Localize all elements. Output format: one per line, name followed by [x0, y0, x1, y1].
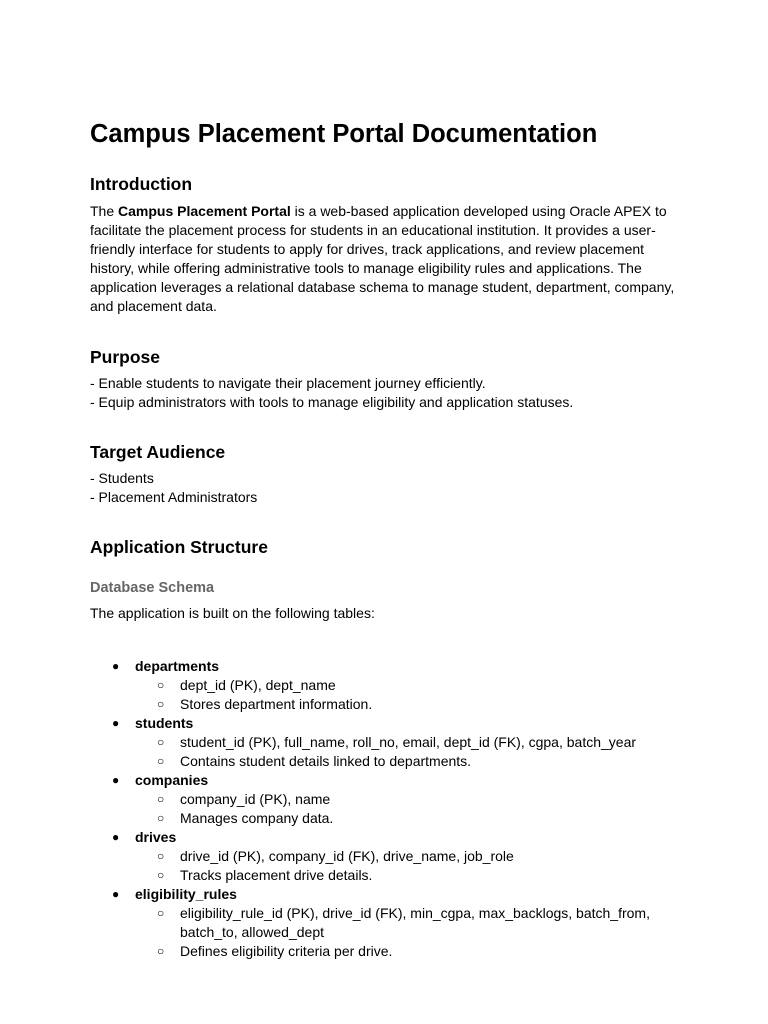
table-description: [135, 695, 678, 714]
bullet-icon: ●: [112, 773, 120, 787]
table-description: [135, 942, 678, 961]
table-list: [90, 657, 678, 961]
circle-bullet-icon: ○: [157, 906, 165, 920]
table-name: departments: [135, 658, 220, 674]
intro-text-bold: Campus Placement Portal: [118, 203, 291, 219]
table-columns-text: company_id (PK), name: [180, 791, 331, 807]
list-item: [90, 771, 678, 828]
circle-bullet-icon: ○: [157, 697, 165, 711]
bullet-icon: ●: [112, 716, 120, 730]
list-item: [90, 657, 678, 714]
list-item: [90, 828, 678, 885]
schema-heading: Database Schema: [90, 580, 215, 596]
introduction-heading: Introduction: [90, 174, 193, 194]
audience-item: - Placement Administrators: [90, 489, 258, 505]
purpose-heading: Purpose: [90, 347, 161, 367]
table-name: drives: [135, 829, 177, 845]
circle-bullet-icon: ○: [157, 811, 165, 825]
table-columns: [135, 676, 678, 695]
table-name: eligibility_rules: [135, 886, 237, 902]
audience-list: [90, 469, 678, 507]
table-columns: [135, 733, 678, 752]
audience-heading: Target Audience: [90, 442, 226, 462]
table-columns-text: student_id (PK), full_name, roll_no, email, dept_id (FK), cgpa, batch_year: [180, 734, 637, 750]
table-details: [135, 847, 678, 885]
table-details: [135, 676, 678, 714]
table-description-text: Contains student details linked to departments.: [180, 753, 472, 769]
table-columns-text: drive_id (PK), company_id (FK), drive_name, job_role: [180, 848, 514, 864]
table-description: [135, 752, 678, 771]
table-columns-text: dept_id (PK), dept_name: [180, 677, 336, 693]
document-title: Campus Placement Portal Documentation: [90, 120, 598, 148]
circle-bullet-icon: ○: [157, 868, 165, 882]
table-details: [135, 904, 678, 961]
intro-text-after: is a web-based application developed using Oracle APEX to facilitate the placement process for students in an educational institution. It provides a user-friendly interface for students to apply for drives, track applications, and review placement history, while offering administrative tools to manage eligibility rules and applications. The application leverages a relational database schema to manage student, department, company, and placement data.: [90, 203, 675, 314]
table-name: companies: [135, 772, 209, 788]
table-description: [135, 866, 678, 885]
purpose-list: [90, 374, 678, 412]
circle-bullet-icon: ○: [157, 944, 165, 958]
table-columns-text: eligibility_rule_id (PK), drive_id (FK), min_cgpa, max_backlogs, batch_from, batch_to, allowed_dept: [180, 905, 650, 940]
list-item: [90, 714, 678, 771]
intro-text-before: The: [90, 203, 119, 219]
audience-item: - Students: [90, 470, 154, 486]
bullet-icon: ●: [112, 887, 120, 901]
table-columns: [135, 847, 678, 866]
bullet-icon: ●: [112, 830, 120, 844]
circle-bullet-icon: ○: [157, 678, 165, 692]
structure-heading: Application Structure: [90, 537, 268, 557]
introduction-paragraph: [90, 202, 675, 316]
list-item: [90, 885, 678, 961]
table-name: students: [135, 715, 194, 731]
table-details: [135, 733, 678, 771]
table-columns: [135, 790, 678, 809]
table-description-text: Manages company data.: [180, 810, 334, 826]
table-columns: [135, 904, 678, 942]
table-details: [135, 790, 678, 828]
circle-bullet-icon: ○: [157, 754, 165, 768]
circle-bullet-icon: ○: [157, 792, 165, 806]
table-description: [135, 809, 678, 828]
purpose-item: - Enable students to navigate their placement journey efficiently.: [90, 375, 486, 391]
bullet-icon: ●: [112, 659, 120, 673]
table-description-text: Tracks placement drive details.: [180, 867, 373, 883]
schema-intro-text: The application is built on the following tables:: [90, 605, 375, 621]
table-description-text: Defines eligibility criteria per drive.: [180, 943, 393, 959]
circle-bullet-icon: ○: [157, 735, 165, 749]
table-description-text: Stores department information.: [180, 696, 373, 712]
purpose-item: - Equip administrators with tools to manage eligibility and application statuses.: [90, 394, 574, 410]
circle-bullet-icon: ○: [157, 849, 165, 863]
